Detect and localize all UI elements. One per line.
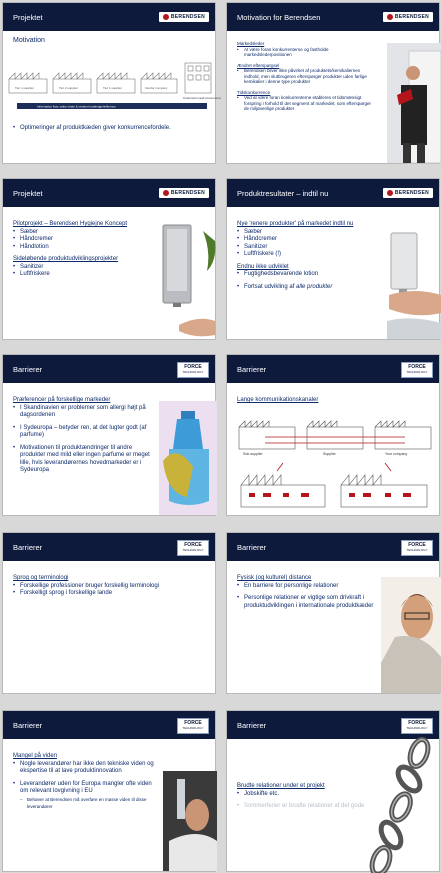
section-head: Tidskonkurrence: [237, 89, 271, 95]
berendsen-logo: [383, 188, 433, 198]
section-head: Pilotprojekt – Berendsen Hygiejne Koncept: [13, 221, 128, 227]
force-logo: [401, 362, 433, 378]
logo-subtext: TECHNOLOGY: [182, 726, 204, 730]
section-head: Ændret efterspørgsel: [237, 62, 280, 68]
bullet: • Optimeringer af produktkæden giver konkurrencefordele.: [13, 125, 207, 133]
force-logo: [177, 362, 209, 378]
chain-label: Sub-supplier: [243, 452, 263, 456]
dispenser-photo: [159, 221, 217, 339]
force-logo: [401, 718, 433, 734]
logo-icon: [163, 190, 169, 196]
berendsen-logo: [383, 12, 433, 22]
logo-text: BERENDSEN: [170, 190, 205, 196]
slide-3[interactable]: [2, 178, 216, 340]
slide-heading: Præferencer på forskellige markeder: [13, 397, 111, 403]
slide-body: [237, 41, 377, 112]
slide-header: [227, 3, 439, 31]
bullet: • Luftfriskere (!): [237, 251, 431, 259]
slide-header: [3, 711, 215, 739]
berendsen-logo: [159, 12, 209, 22]
slide-title: Barrierer: [13, 542, 43, 552]
spray-bottle-photo: [159, 401, 217, 515]
berendsen-logo: [159, 188, 209, 198]
sub-bullet: – Behøver at Berendsen må overføre en masse viden til disse leverandører: [13, 796, 159, 811]
logo-text: FORCE: [408, 364, 426, 370]
slide-2[interactable]: [226, 2, 440, 164]
logo-icon: [387, 14, 393, 20]
force-logo: [177, 540, 209, 556]
slide-body: [13, 37, 207, 45]
bullet: • Håndcremer: [13, 236, 207, 244]
logo-subtext: TECHNOLOGY: [182, 548, 204, 552]
logo-text: BERENDSEN: [394, 14, 429, 20]
bullet: • At være foran konkurrenterne og fastholde markedslederpositionen: [237, 47, 377, 58]
bullet-text: Fortsat udvikling af: [244, 283, 297, 290]
scientist-photo: [163, 771, 217, 871]
bullet: • Personlige relationer er vigtige som drivkraft i produktudviklingen i internationale produktkæder: [237, 595, 379, 610]
slide-heading: Mangel på viden: [13, 753, 58, 759]
slide-body: [13, 753, 159, 811]
logo-subtext: TECHNOLOGY: [406, 370, 428, 374]
slide-body: [237, 783, 379, 811]
bullet: • Forskelligt sprog i forskellige lande: [13, 590, 207, 598]
chain-label: Your company: [385, 452, 408, 456]
logo-text: FORCE: [184, 720, 202, 726]
box-label: Tier 2 supplier: [59, 86, 78, 90]
logo-text: FORCE: [184, 542, 202, 548]
bullet: • Sanitizer: [237, 244, 431, 252]
logo-icon: [387, 190, 393, 196]
slide-header: [3, 3, 215, 31]
bullet: • Sanitizer: [13, 264, 207, 272]
logo-subtext: TECHNOLOGY: [406, 726, 428, 730]
logo-text: FORCE: [408, 542, 426, 548]
slide-heading: Motivation: [13, 37, 45, 44]
logo-subtext: TECHNOLOGY: [406, 548, 428, 552]
bullet: • Håndcremer: [237, 236, 431, 244]
slide-7[interactable]: [2, 532, 216, 694]
slide-1[interactable]: [2, 2, 221, 164]
chain-label: Supplier: [323, 452, 336, 456]
slide-header: [227, 533, 439, 561]
logo-text: FORCE: [408, 720, 426, 726]
bullet: • Sæber: [237, 229, 431, 237]
slide-body: [237, 397, 431, 405]
slide-header: [227, 355, 439, 383]
bullet-emphasis: alle produkter: [296, 283, 333, 290]
box-label: Customers (and consumers): [183, 96, 221, 100]
slide-heading: Lange kommunikationskanaler: [237, 397, 319, 403]
slide-header: [227, 179, 439, 207]
slide-title: Barrierer: [13, 364, 43, 374]
slide-heading: Brudte relationer under et projekt: [237, 783, 325, 789]
slide-title: Barrierer: [13, 720, 43, 730]
bullet: • Sommerferier er brudte relationer af det gode: [237, 803, 379, 811]
force-logo: [401, 540, 433, 556]
value-chain-diagram: [7, 53, 221, 113]
delivery-man-photo: [387, 43, 441, 163]
slide-title: Projektet: [13, 188, 43, 198]
slide-title: Motivation for Berendsen: [237, 12, 321, 22]
bullet: • Sæber: [13, 229, 207, 237]
logo-subtext: TECHNOLOGY: [182, 370, 204, 374]
slide-title: Barrierer: [237, 364, 267, 374]
bullet: • I Skandinavien er problemer som allergi højt på dagsordenen: [13, 405, 155, 420]
slide-header: [3, 355, 215, 383]
hand-dispenser-photo: [387, 229, 441, 339]
slide-title: Projektet: [13, 12, 43, 22]
box-label: Vendor company: [145, 86, 168, 90]
communication-chain-diagram: [235, 413, 435, 513]
slide-5[interactable]: [2, 354, 216, 516]
arrow-label: Information flow, value chain & vendor knowledge/influence: [37, 104, 116, 109]
bullet: • Fugtighedsbevarende lotion: [237, 271, 431, 279]
bullet: • Jobskifte etc.: [237, 791, 379, 799]
logo-text: FORCE: [184, 364, 202, 370]
bullet: • Berendsen bliver ikke påvirket af produktets/kemikaliernes indhold, men slutbrugeren efterspørger produkter uden farlige kemikalier i denne type produkter: [237, 68, 377, 85]
slide-title: Barrierer: [237, 542, 267, 552]
bullet: • Ved at være foran konkurrenterne etableres et tidsmæssigt forspring i forhold til det segment af markedet, som efterspørger de miljøvenlige produkter: [237, 95, 377, 112]
slide-4[interactable]: [226, 178, 440, 340]
bullet: • En barriere for personlige relationer: [237, 583, 379, 591]
slide-header: [3, 179, 215, 207]
logo-icon: [163, 14, 169, 20]
slide-title: Barrierer: [237, 720, 267, 730]
bullet: • Motivationen til produktændringer til andre produkter med mild eller ingen parfume er meget lille, hvis leverandørernes hovedmarkeder er i Sydeuropa: [13, 445, 155, 475]
bullet: • Leverandører uden for Europa mangler ofte viden om relevant lovgivning i EU: [13, 781, 159, 796]
slide-body: [13, 575, 207, 598]
box-label: Tier n supplier: [15, 86, 34, 90]
slide-header: [3, 533, 215, 561]
slide-6[interactable]: [226, 354, 440, 516]
section-head: Sideløbende produktudviklingsprojekter: [13, 256, 119, 262]
slide-title: Produktresultater – indtil nu: [237, 188, 329, 198]
slide-8[interactable]: [226, 532, 440, 694]
bullet: • Luftfriskere: [13, 271, 207, 279]
force-logo: [177, 718, 209, 734]
section-head: Nye 'renere produkter' på markedet indtil nu: [237, 221, 354, 227]
slide-body: [237, 575, 379, 610]
section-head: Markedsleder: [237, 41, 265, 46]
slide-heading: Sprog og terminologi: [13, 575, 69, 581]
bullet: • Nogle leverandører har ikke den tekniske viden og ekspertise til at lave produktinnovation: [13, 761, 159, 776]
man-on-phone-photo: [381, 577, 441, 693]
logo-text: BERENDSEN: [394, 190, 429, 196]
slide-header: [227, 711, 439, 739]
bullet: • I Sydeuropa – betyder ren, at det lugter godt (af parfume): [13, 425, 155, 440]
box-label: Tier 1 supplier: [103, 86, 122, 90]
logo-text: BERENDSEN: [170, 14, 205, 20]
bullet: • Håndlotion: [13, 244, 207, 252]
section-head: Endnu ikke udviklet: [237, 263, 289, 270]
slide-body: [13, 397, 155, 475]
slide-10[interactable]: [226, 710, 440, 872]
slide-bullets: [13, 125, 207, 133]
bullet: • Forskellige professioner bruger forskellig terminologi: [13, 583, 207, 591]
slide-heading: Fysisk (og kulturel) distance: [237, 575, 312, 581]
slide-9[interactable]: [2, 710, 216, 872]
